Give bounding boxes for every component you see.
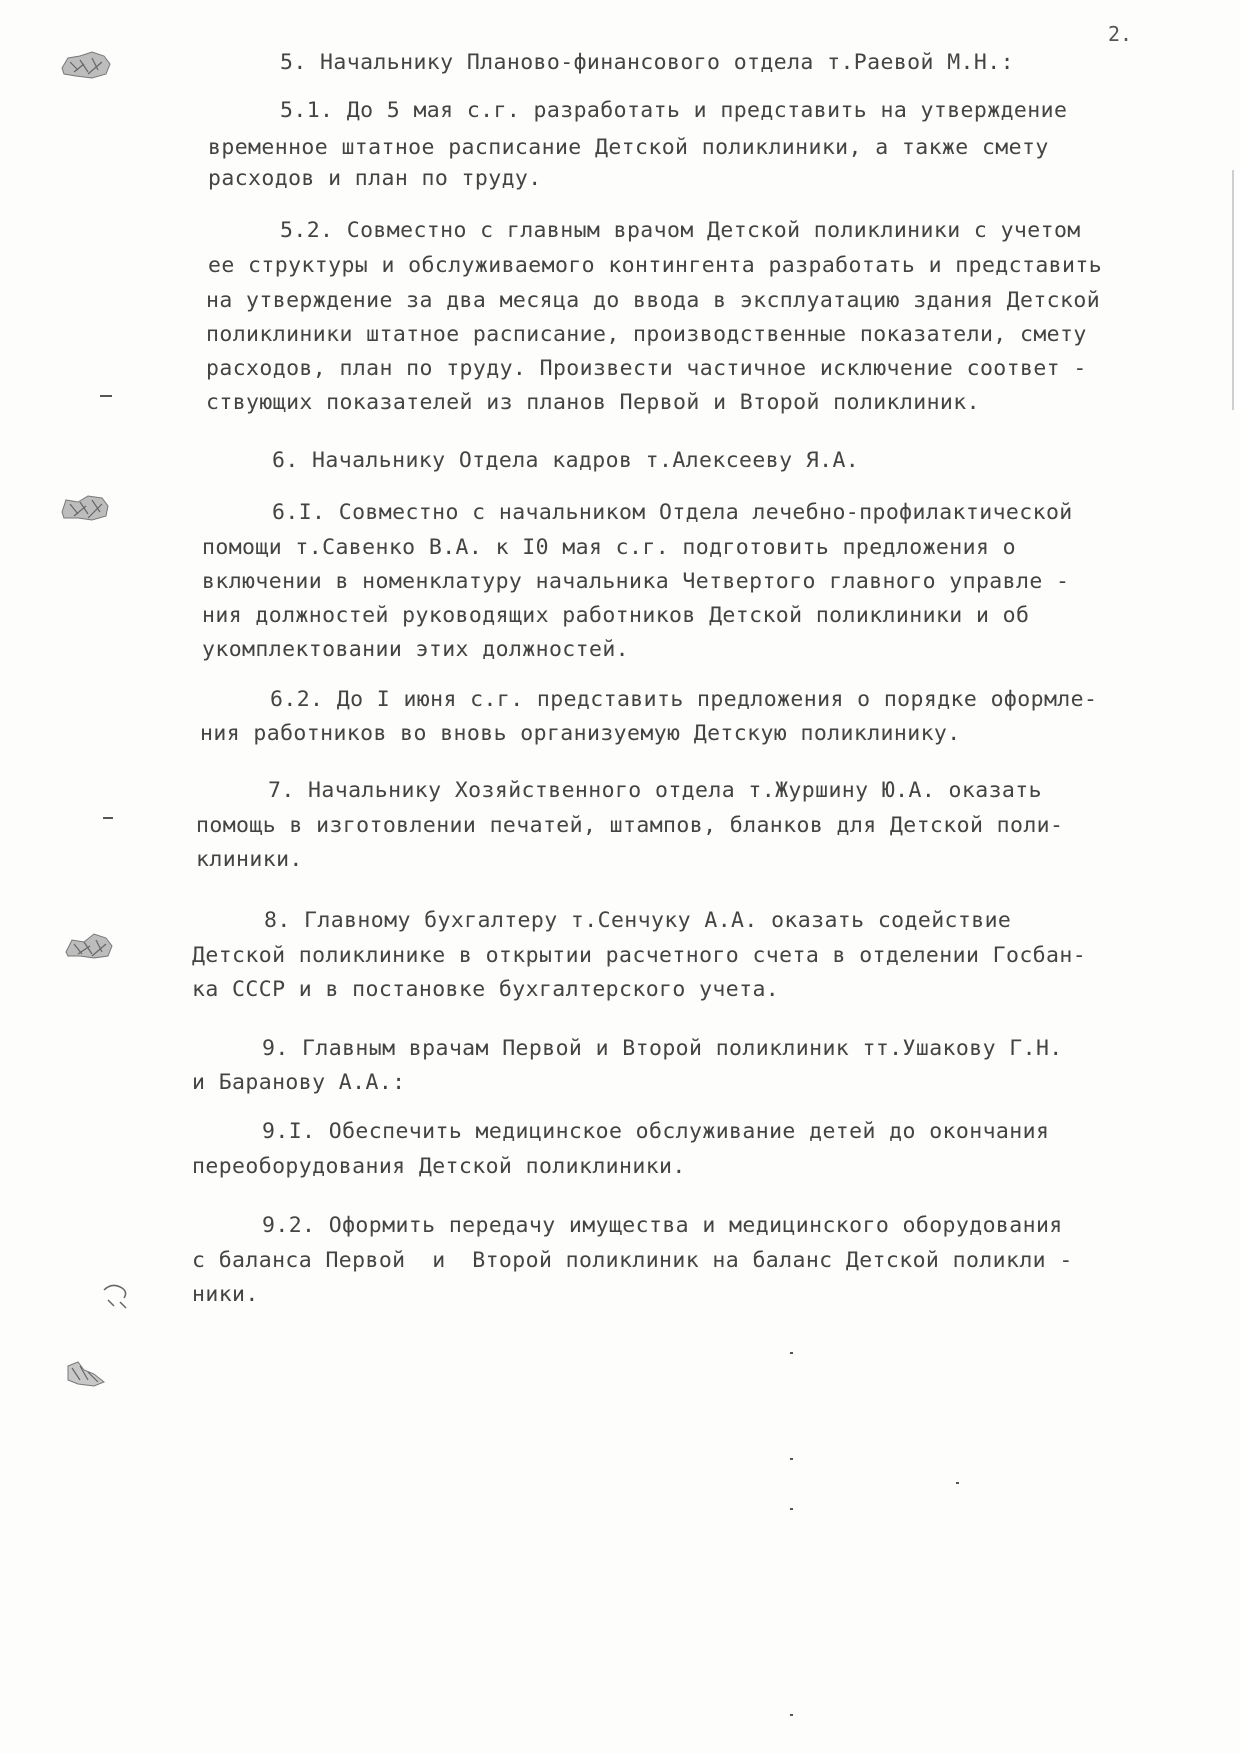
text-line: включении в номенклатуру начальника Четвертого главного управле - (202, 569, 1070, 594)
text-line: расходов и план по труду. (208, 166, 542, 191)
text-line: ее структуры и обслуживаемого контингента разработать и представить (208, 253, 1103, 278)
text-line: укомплектовании этих должностей. (202, 637, 630, 662)
text-line: переоборудования Детской поликлиники. (192, 1154, 686, 1179)
text-line: помощи т.Савенко В.А. к I0 мая с.г. подготовить предложения о (202, 535, 1016, 560)
text-line: 5.1. До 5 мая с.г. разработать и представить на утверждение (280, 98, 1068, 123)
text-line: ния должностей руководящих работников Детской поликлиники и об (202, 603, 1030, 628)
page-number: 2. (1108, 22, 1133, 46)
text-line: и Баранову А.А.: (192, 1070, 406, 1095)
text-line: 5.2. Совместно с главным врачом Детской поликлиники с учетом (280, 218, 1081, 243)
binder-stamp-icon (58, 492, 114, 522)
stray-mark (956, 1482, 959, 1484)
text-line: на утверждение за два месяца до ввода в эксплуатацию здания Детской (206, 288, 1101, 313)
binder-mark-icon (98, 1280, 134, 1310)
text-line: с баланса Первой и Второй поликлиник на баланс Детской поликли - (192, 1248, 1073, 1273)
binder-mark-icon (64, 1358, 108, 1388)
text-line: помощь в изготовлении печатей, штампов, бланков для Детской поли- (196, 813, 1064, 838)
text-line: 9. Главным врачам Первой и Второй поликлиник тт.Ушакову Г.Н. (262, 1036, 1063, 1061)
text-line: 6.2. До I июня с.г. представить предложения о порядке оформле- (270, 687, 1098, 712)
binder-stamp-icon (62, 930, 118, 960)
stray-mark (100, 395, 112, 397)
text-line: ствующих показателей из планов Первой и Второй поликлиник. (206, 390, 980, 415)
stray-mark (790, 1352, 793, 1354)
stray-mark (790, 1458, 793, 1460)
text-line: 9.I. Обеспечить медицинское обслуживание детей до окончания (262, 1119, 1050, 1144)
stray-mark (790, 1714, 793, 1716)
text-line: 6. Начальнику Отдела кадров т.Алексееву Я.А. (272, 448, 860, 473)
text-line: ния работников во вновь организуемую Детскую поликлинику. (200, 721, 961, 746)
text-line: ники. (192, 1282, 259, 1307)
text-line: 9.2. Оформить передачу имущества и медицинского оборудования (262, 1213, 1063, 1238)
text-line: временное штатное расписание Детской поликлиники, а также смету (208, 135, 1049, 160)
page-edge-mark (1232, 170, 1234, 410)
text-line: ка СССР и в постановке бухгалтерского учета. (192, 977, 780, 1002)
text-line: 6.I. Совместно с начальником Отдела лечебно-профилактической (272, 500, 1073, 525)
stray-mark (790, 1508, 793, 1510)
text-line: клиники. (196, 847, 303, 872)
text-line: расходов, план по труду. Произвести частичное исключение соответ - (206, 356, 1087, 381)
text-line: 7. Начальнику Хозяйственного отдела т.Журшину Ю.А. оказать (268, 778, 1042, 803)
text-line: Детской поликлинике в открытии расчетного счета в отделении Госбан- (192, 943, 1087, 968)
text-line: поликлиники штатное расписание, производственные показатели, смету (206, 322, 1087, 347)
text-line: 5. Начальнику Планово-финансового отдела т.Раевой М.Н.: (280, 50, 1014, 75)
binder-stamp-icon (58, 50, 114, 80)
stray-mark (103, 817, 113, 819)
text-line: 8. Главному бухгалтеру т.Сенчуку А.А. оказать содействие (264, 908, 1012, 933)
